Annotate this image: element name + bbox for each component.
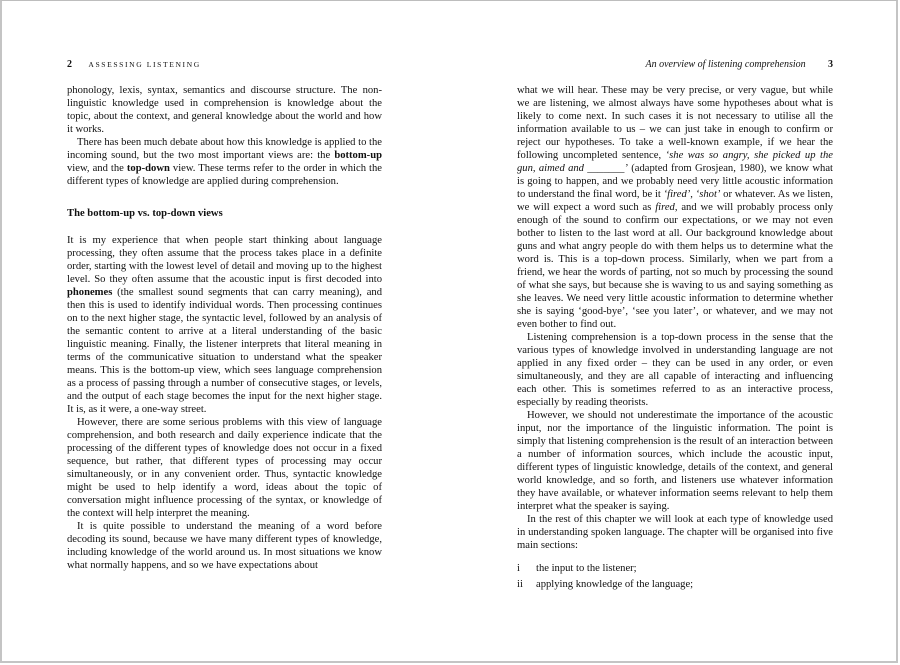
paragraph: what we will hear. These may be very precise, or very vague, but while we are listening, we almost always have some hypotheses about what is likely to come next. In such cases it is not necessary to utilise all the information available to us – we can just take in enough to confirm or reject our hypotheses. To take a well-known example, if we hear the following uncompleted sentence, ‘she was so angry, she picked up the gun, aimed and _______’ (adapted from Grosjean, 1980), we know what is going to happen, and we probably need very little acoustic information to understand the final word, be it ‘fired’, ‘shot’ or whatever. As we listen, we will expect a word such as fired, and we will probably process only enough of the sound to confirm our expectations, or we may not even bother to listen to the last word at all. Our background knowledge about guns and what angry people do with them helps us to determine what the word is. This is a top-down process. Similarly, when we part from a friend, we hear the words of parting, not so much by processing the sound of what she says, but because she is waving to us and saying something as she leaves. We need very little acoustic information to determine whether she is saying ‘good-bye’, ‘see you later’, or whatever, and we may not even bother to find out. <box>517 85 834 330</box>
paragraph: It is my experience that when people start thinking about language processing, they often assume that the process takes place in a definite order, starting with the lowest level of detail and moving up to the highest level. So they often assume that the acoustic input is first decoded into phonemes (the smallest sound segments that can carry meaning), and then this is used to identify individual words. Then processing continues on to the next higher stage, the syntactic level, followed by an analysis of the semantic content to arrive at a literal understanding of the basic linguistic meaning. Finally, the listener interprets that literal meaning in terms of the communicative situation to understand what the speaker means. This is the bottom-up view, which sees language comprehension as a process of passing through a number of consecutive stages, or levels, and the output of each stage becomes the input for the next higher stage. It is, as it were, a one-way street. <box>67 235 382 415</box>
italic-text: ‘fired’ <box>663 189 691 200</box>
paragraph: It is quite possible to understand the meaning of a word before decoding its sound, because we have many different types of knowledge, including knowledge of the world around us. In most situations we know what normally happens, and so we have expectations about <box>67 521 382 571</box>
section-heading-block <box>67 188 382 234</box>
running-title: ASSESSING LISTENING <box>88 60 201 69</box>
right-paragraphs <box>517 84 833 552</box>
list-numeral: i <box>517 563 520 574</box>
page-number: 3 <box>828 59 833 70</box>
list-item-text: applying knowledge of the language; <box>536 579 694 590</box>
left-page <box>67 0 382 665</box>
bold-term: bottom-up <box>334 150 382 161</box>
list-item <box>517 562 833 575</box>
right-page-body <box>517 84 833 594</box>
paragraph: However, there are some serious problems with this view of language comprehension, and both research and daily experience indicate that the processing of the different types of knowledge does not occur in a fixed sequence, but rather, that different types of processing may occur simultaneously, or in any convenient order. Thus, syntactic knowledge might be used to help identify a word, ideas about the topic of conversation might influence processing of the syntax, or knowledge of the context will help interpret the meaning. <box>67 417 382 519</box>
section-heading: The bottom-up vs. top-down views <box>67 208 223 219</box>
paragraph: Listening comprehension is a top-down process in the sense that the various types of knowledge involved in understanding language are not applied in any fixed order – they can be used in any order, or even simultaneously, and they are all capable of interacting and influencing each other. This is sometimes referred to as an interactive process, especially by reading theorists. <box>517 332 833 408</box>
paragraphs-after-heading <box>67 234 382 572</box>
running-title: An overview of listening comprehension <box>645 59 806 70</box>
paragraph: In the rest of this chapter we will look at each type of knowledge used in understanding spoken language. The chapter will be organised into five main sections: <box>517 514 833 551</box>
bold-term: phonemes <box>67 287 113 298</box>
list-numeral: ii <box>517 579 523 590</box>
paragraph: There has been much debate about how this knowledge is applied to the incoming sound, but the two most important views are: the bottom-up view, and the top-down view. These terms refer to the order in which the different types of knowledge are applied during comprehension. <box>67 137 382 187</box>
paragraphs-before-heading <box>67 84 382 188</box>
left-page-body <box>67 84 382 572</box>
list-item <box>517 578 833 591</box>
left-running-head <box>67 59 382 71</box>
section-list <box>517 562 833 591</box>
right-page <box>517 0 833 665</box>
italic-text: ‘she was so angry, she picked up the gun, aimed and _______’ <box>517 150 833 174</box>
list-item-text: the input to the listener; <box>536 563 637 574</box>
bold-term: top-down <box>126 163 170 174</box>
right-running-head <box>517 59 833 71</box>
paragraph: phonology, lexis, syntax, semantics and discourse structure. The non-linguistic knowledge used in comprehension is knowledge about the topic, about the context, and general knowledge about the world and how it works. <box>67 85 382 135</box>
paragraph: However, we should not underestimate the importance of the acoustic input, nor the importance of the linguistic information. The point is simply that listening comprehension is the result of an interaction between a number of information sources, which include the acoustic input, different types of linguistic knowledge, details of the context, and general world knowledge, and so forth, and listeners use whatever information they have available, or whatever information seems relevant to help them interpret what the speaker is saying. <box>517 410 833 512</box>
page-number: 2 <box>67 59 72 70</box>
italic-text: ‘shot’ <box>695 189 721 200</box>
italic-text: fired <box>655 202 675 213</box>
